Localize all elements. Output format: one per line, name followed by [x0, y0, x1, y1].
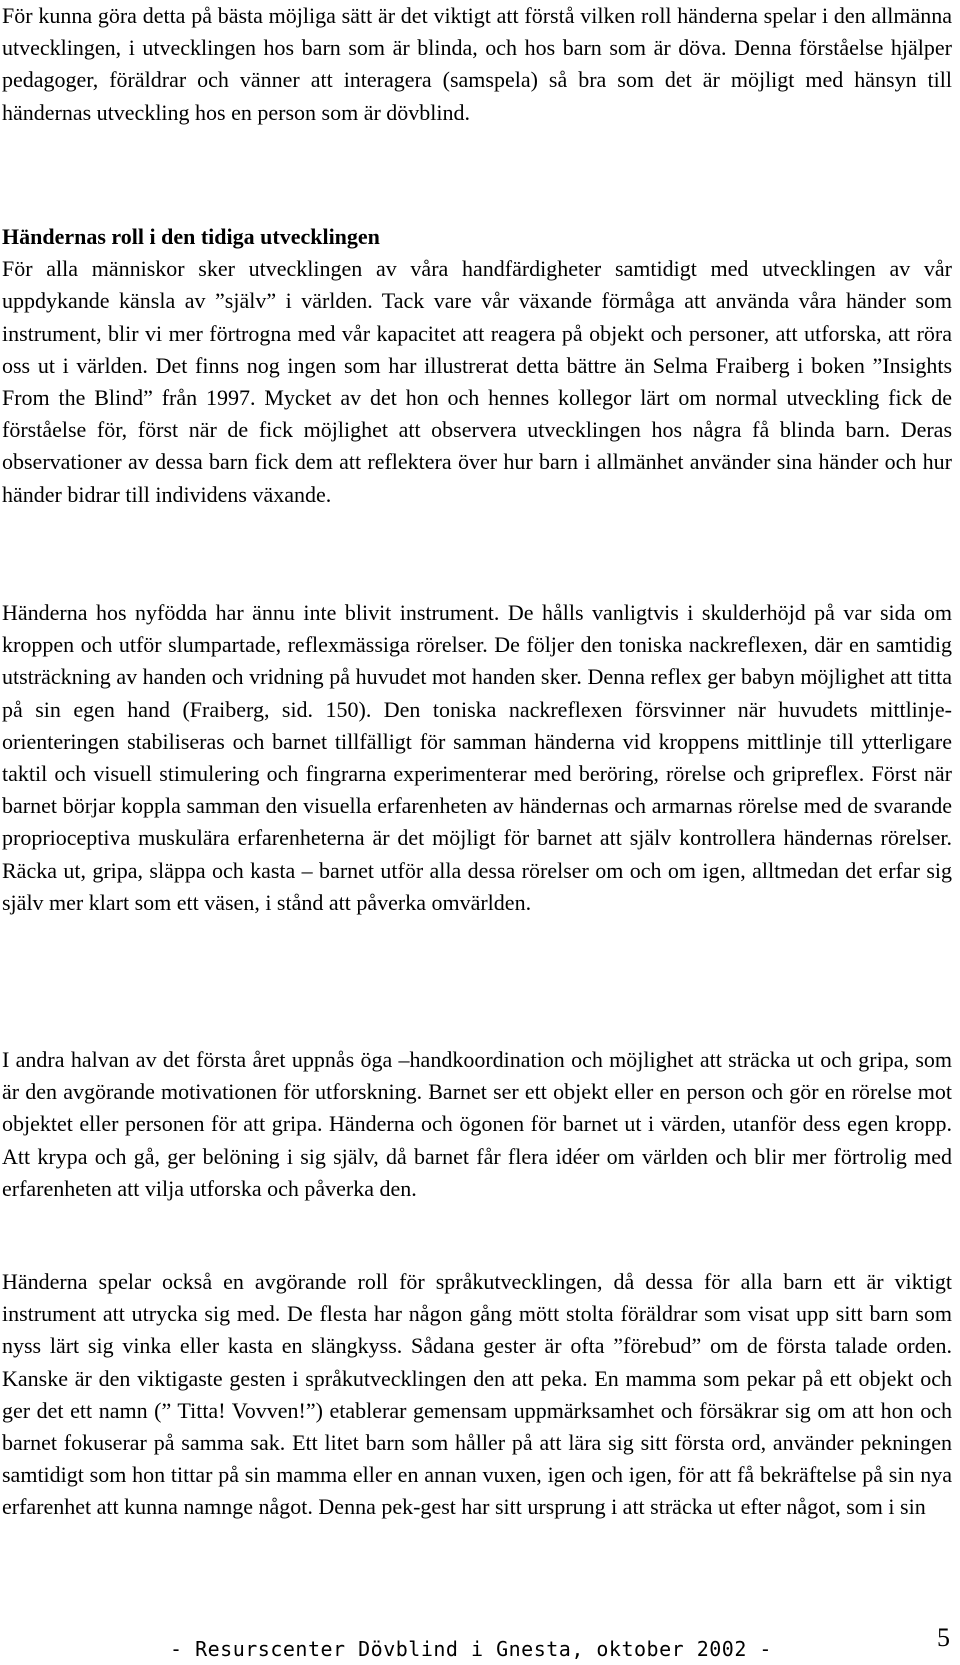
body-paragraph-3-block	[2, 1044, 952, 1205]
section-early-development	[2, 221, 952, 511]
footer-text: - Resurscenter Dövblind i Gnesta, oktober 2002 -	[170, 1637, 772, 1661]
body-paragraph-2: Händerna hos nyfödda har ännu inte blivit instrument. De hålls vanligtvis i skulderhöjd på var sida om kroppen och utför slumpartade, reflexmässiga rörelser. De följer den toniska nackreflexen, där en samtidig utsträckning av handen och vridning på huvudet mot handen sker. Denna reflex ger babyn möjlighet att titta på sin egen hand (Fraiberg, sid. 150). Den toniska nackreflexen försvinner när huvudets mittlinje-orienteringen stabiliseras och barnet tillfälligt för samman händerna vid kroppens mittlinje till ytterligare taktil och visuell stimulering och fingrarna experimenterar med beröring, rörelse och gripreflex. Först när barnet börjar koppla samman den visuella erfarenheten av händernas och armarnas rörelse med de svarande proprioceptiva muskulära erfarenheterna är det möjligt för barnet att själv kontrollera händernas rörelser. Räcka ut, gripa, släppa och kasta – barnet utför alla dessa rörelser om och om igen, alltmedan det erfar sig själv mer klart som ett väsen, i stånd att påverka omvärlden.	[2, 600, 952, 915]
body-paragraph-2-block	[2, 597, 952, 919]
body-paragraph-4-block	[2, 1266, 952, 1524]
intro-paragraph	[2, 0, 952, 129]
body-paragraph-1: För alla människor sker utvecklingen av våra handfärdigheter samtidigt med utvecklingen av vår uppdykande känsla av ”själv” i världen. Tack vare vår växande förmåga att använda våra händer som instrument, blir vi mer förtrogna med vår kapacitet att reagera på objekt och personer, att utforska, att röra oss ut i världen. Det finns nog ingen som har illustrerat detta bättre än Selma Fraiberg i boken ”Insights From the Blind” från 1997. Mycket av det hon och hennes kollegor lärt om normal utveckling fick de förståelse för, först när de fick möjlighet att observera utvecklingen hos några få blinda barn. Deras observationer av dessa barn fick dem att reflektera över hur barn i allmänhet använder sina händer och hur händer bidrar till individens växande.	[2, 256, 952, 507]
section-heading: Händernas roll i den tidiga utvecklingen	[2, 224, 380, 249]
body-paragraph-4: Händerna spelar också en avgörande roll för språkutvecklingen, då dessa för alla barn ett är viktigt instrument att utrycka sig med. De flesta har någon gång mött stolta föräldrar som visat upp sitt barn som nyss lärt sig vinka eller kasta en slängkyss. Sådana gester är ofta ”förebud” om de första talade orden. Kanske är den viktigaste gesten i språkutvecklingen den att peka. En mamma som pekar på ett objekt och ger det ett namn (” Titta! Vovven!”) etablerar gemensam uppmärksamhet och försäkrar sig om att hon och barnet fokuserar på samma sak. Ett litet barn som håller på att lära sig sitt första ord, använder pekningen samtidigt som hon tittar på sin mamma eller en annan vuxen, igen och igen, för att få bekräftelse på sin nya erfarenhet att kunna namnge något. Denna pek-gest har sitt ursprung i att sträcka ut efter något, som i sin	[2, 1269, 952, 1520]
intro-text: För kunna göra detta på bästa möjliga sätt är det viktigt att förstå vilken roll händerna spelar i den allmänna utvecklingen, i utvecklingen hos barn som är blinda, och hos barn som är döva. Denna förståelse hjälper pedagoger, föräldrar och vänner att interagera (samspela) så bra som det är möjligt med hänsyn till händernas utveckling hos en person som är dövblind.	[2, 3, 952, 125]
page-footer	[0, 1623, 960, 1663]
body-paragraph-3: I andra halvan av det första året uppnås öga –handkoordination och möjlighet att sträcka ut och gripa, som är den avgörande motivationen för utforskning. Barnet ser ett objekt eller en person och gör en rörelse mot objektet eller personen för att gripa. Händerna och ögonen för barnet ut i värden, utanför dess egen kropp. Att krypa och gå, ger belöning i sig själv, då barnet får flera idéer om världen och blir mer förtrolig med erfarenheten att vilja utforska och påverka den.	[2, 1047, 952, 1201]
page-number: 5	[937, 1623, 950, 1652]
